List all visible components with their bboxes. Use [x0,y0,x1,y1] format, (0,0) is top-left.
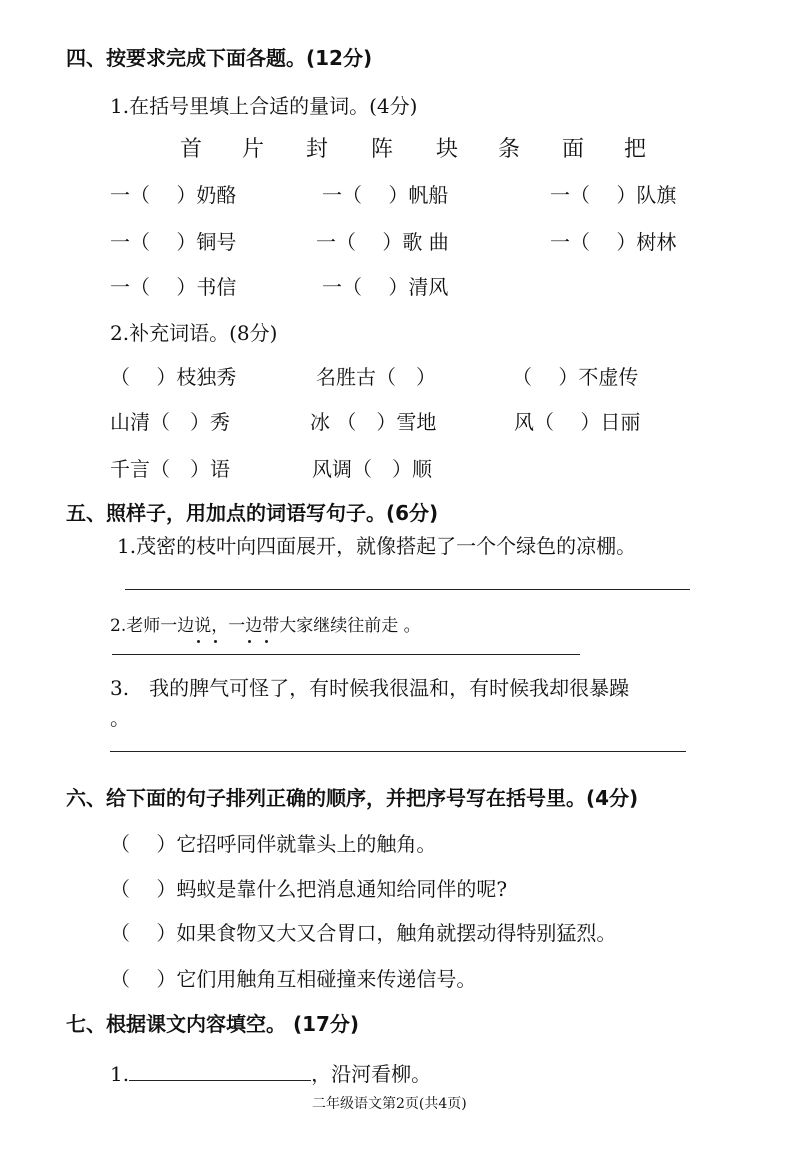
fill-blank-item: 一（ ）歌 曲 [316,230,449,254]
fill-question-7-1 [110,1062,431,1084]
measure-word: 封 [306,137,329,162]
section-5-heading: 五、照样子，用加点的词语写句子。(6分) [66,501,439,525]
order-item: （ ）蚂蚁是靠什么把消息通知给同伴的呢? [110,877,508,901]
page-footer: 二年级语文第2页(共4页) [312,1096,467,1112]
question-4-2-title: 2.补充词语。(8分) [110,321,278,345]
example-sentence: 1.茂密的枝叶向四面展开，就像搭起了一个个绿色的凉棚。 [117,534,637,558]
measure-word: 把 [624,137,647,162]
example-sentence-end: 。 [110,706,130,730]
idiom-item: 冰 （ ）雪地 [310,410,437,434]
section-4-heading: 四、按要求完成下面各题。(12分) [66,46,373,70]
emphasis-dot [265,640,268,643]
fill-blank-item: 一（ ）铜号 [110,230,237,254]
measure-word: 阵 [371,137,394,162]
idiom-item: 名胜古（ ） [316,365,436,389]
emphasis-dot [197,640,200,643]
example-sentence: 2.老师一边说，一边带大家继续往前走 。 [110,616,421,636]
idiom-item: 山清（ ）秀 [110,410,230,434]
fill-blank-item: 一（ ）清风 [322,275,449,299]
section-6-heading: 六、给下面的句子排列正确的顺序，并把序号写在括号里。(4分) [66,786,639,810]
order-item: （ ）它们用触角互相碰撞来传递信号。 [110,967,477,991]
example-sentence: 3. 我的脾气可怪了，有时候我很温和，有时候我却很暴躁 [110,676,630,700]
fill-blank-item: 一（ ）帆船 [322,183,449,207]
idiom-item: （ ）不虚传 [512,365,639,389]
idiom-item: 千言（ ）语 [110,457,230,481]
question-4-1-title: 1.在括号里填上合适的量词。(4分) [110,94,418,118]
fill-blank-item: 一（ ）书信 [110,275,237,299]
order-item: （ ）如果食物又大又合胃口，触角就摆动得特别猛烈。 [110,921,617,945]
question-text: ，沿河看柳。 [311,1062,432,1086]
section-7-heading: 七、根据课文内容填空。 (17分) [66,1012,360,1036]
answer-line [125,589,690,590]
idiom-item: 风（ ）日丽 [514,410,641,434]
measure-word: 面 [562,137,585,162]
order-item: （ ）它招呼同伴就靠头上的触角。 [110,832,437,856]
measure-word: 块 [436,137,459,162]
fill-blank-item: 一（ ）奶酪 [110,183,237,207]
idiom-item: （ ）枝独秀 [110,365,237,389]
emphasis-dot [214,640,217,643]
question-number: 1. [110,1062,130,1086]
idiom-item: 风调（ ）顺 [312,457,432,481]
measure-word: 首 [180,137,203,162]
fill-blank-item: 一（ ）树林 [550,230,677,254]
measure-word: 片 [242,137,265,162]
answer-line [110,751,686,752]
emphasis-dot [248,640,251,643]
answer-line [112,654,580,655]
answer-blank [129,1062,311,1081]
fill-blank-item: 一（ ）队旗 [550,183,677,207]
measure-word: 条 [498,137,521,162]
